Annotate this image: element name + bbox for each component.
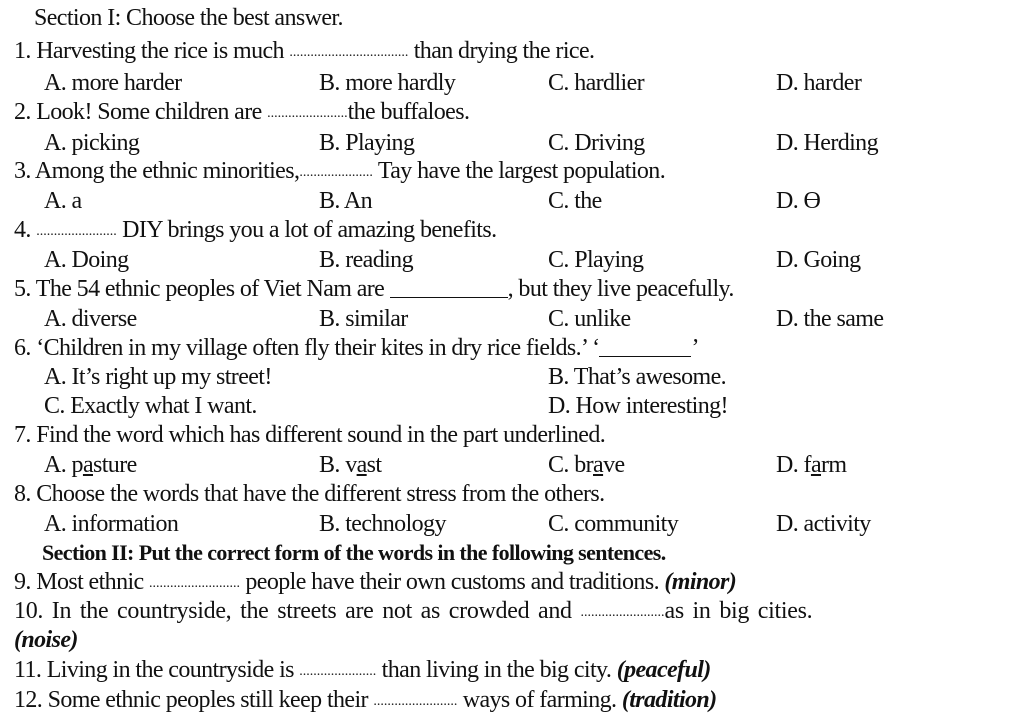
option-c: C. Playing xyxy=(548,247,644,273)
question-2: 2. Look! Some children are .......................the buffaloes. xyxy=(14,99,470,125)
option-b: B. Playing xyxy=(319,130,415,156)
question-3: 3. Among the ethnic minorities,..................... Tay have the largest population. xyxy=(14,158,666,184)
section-1-title: Section I: Choose the best answer. xyxy=(34,5,343,31)
option-b: B. technology xyxy=(319,511,446,537)
option-d: D. farm xyxy=(776,452,847,478)
answer-blank: ...................... xyxy=(299,664,377,679)
option-c: C. unlike xyxy=(548,306,631,332)
option-a: A. It’s right up my street! xyxy=(44,364,272,390)
option-a: A. a xyxy=(44,188,82,214)
question-4: 4. ....................... DIY brings you a lot of amazing benefits. xyxy=(14,217,497,243)
answer-blank: ........................ xyxy=(580,605,665,620)
option-d: D. Herding xyxy=(776,130,878,156)
answer-blank: ....................... xyxy=(267,106,348,121)
option-a: A. picking xyxy=(44,130,140,156)
answer-blank: ..................... xyxy=(299,165,373,180)
option-a: A. diverse xyxy=(44,306,137,332)
option-b: B. That’s awesome. xyxy=(548,364,727,390)
question-6: 6. ‘Children in my village often fly their kites in dry rice fields.’ ‘ ’ xyxy=(14,335,699,361)
option-b: B. vast xyxy=(319,452,382,478)
option-c: C. Exactly what I want. xyxy=(44,393,257,419)
word-hint: (noise) xyxy=(14,627,78,653)
option-c: C. community xyxy=(548,511,679,537)
section-2-title: Section II: Put the correct form of the words in the following sentences. xyxy=(42,540,666,565)
question-10: 10. In the countryside, the streets are not as crowded and ........................as in big cities. xyxy=(14,598,813,624)
question-11: 11. Living in the countryside is ...................... than living in the big city. (peaceful) xyxy=(14,657,711,683)
answer-blank: .................................. xyxy=(289,45,409,60)
option-c: C. brave xyxy=(548,452,625,478)
option-d: D. activity xyxy=(776,511,871,537)
answer-blank xyxy=(599,336,691,357)
answer-blank xyxy=(390,277,508,298)
option-a: A. Doing xyxy=(44,247,129,273)
option-b: B. similar xyxy=(319,306,408,332)
option-a: A. pasture xyxy=(44,452,137,478)
option-b: B. reading xyxy=(319,247,413,273)
option-d: D. harder xyxy=(776,70,862,96)
option-d: D. the same xyxy=(776,306,884,332)
question-8: 8. Choose the words that have the different stress from the others. xyxy=(14,481,605,507)
answer-blank: ....................... xyxy=(36,224,117,239)
question-9: 9. Most ethnic .......................... people have their own customs and traditions. (minor) xyxy=(14,569,737,595)
option-d: D. Ɵ xyxy=(776,188,821,214)
option-d: D. How interesting! xyxy=(548,393,728,419)
word-hint: (minor) xyxy=(664,569,737,595)
word-hint: (tradition) xyxy=(621,687,717,713)
option-a: A. information xyxy=(44,511,179,537)
option-c: C. the xyxy=(548,188,602,214)
question-1: 1. Harvesting the rice is much .................................. than drying the rice. xyxy=(14,38,595,64)
option-b: B. more hardly xyxy=(319,70,456,96)
option-a: A. more harder xyxy=(44,70,182,96)
option-c: C. Driving xyxy=(548,130,645,156)
question-7: 7. Find the word which has different sound in the part underlined. xyxy=(14,422,606,448)
answer-blank: .......................... xyxy=(149,576,240,591)
option-d: D. Going xyxy=(776,247,861,273)
word-hint: (peaceful) xyxy=(616,657,711,683)
question-12: 12. Some ethnic peoples still keep their ........................ ways of farming. (tradition) xyxy=(14,687,717,713)
answer-blank: ........................ xyxy=(373,694,458,709)
question-5: 5. The 54 ethnic peoples of Viet Nam are , but they live peacefully. xyxy=(14,276,734,302)
option-b: B. An xyxy=(319,188,373,214)
option-c: C. hardlier xyxy=(548,70,645,96)
